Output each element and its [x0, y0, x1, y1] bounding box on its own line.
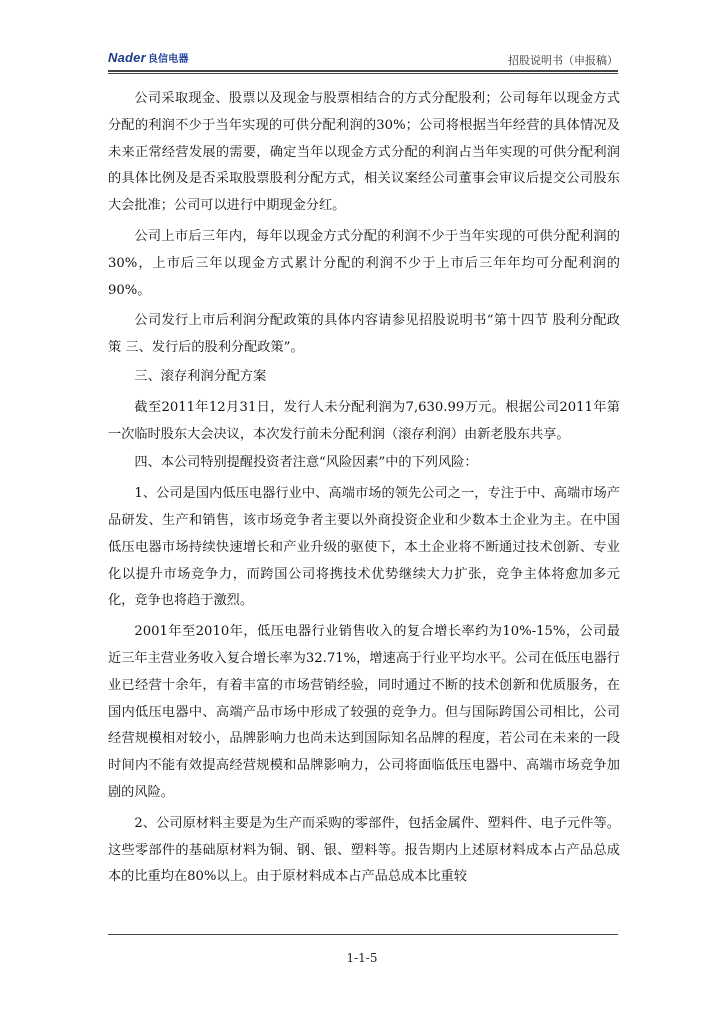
- company-logo: [108, 50, 189, 65]
- paragraph-three-year-dividend: 公司上市后三年内，每年以现金方式分配的利润不少于当年实现的可供分配利润的30%，上市后三年以现金方式累计分配的利润不少于上市后三年年均可分配利润的90%。: [108, 228, 620, 298]
- paragraph-retained-profit: 截至2011年12月31日，发行人未分配利润为7,630.99万元。根据公司2011年第一次临时股东大会决议，本次发行前未分配利润（滚存利润）由新老股东共享。: [108, 399, 620, 442]
- paragraph-risk-raw-materials: 2、公司原材料主要是为生产而采购的零部件，包括金属件、塑料件、电子元件等。这些零部件的基础原材料为铜、钢、银、塑料等。报告期内上述原材料成本占产品总成本的比重均在80%以上。由于原材料成本占产品总成本比重较: [108, 815, 620, 885]
- document-body: [108, 86, 620, 891]
- paragraph-risk-competition: 1、公司是国内低压电器行业中、高端市场的领先公司之一，专注于中、高端市场产品研发、生产和销售，该市场竞争者主要以外商投资企业和少数本土企业为主。在中国低压电器市场持续快速增长和产业升级的驱使下，本土企业将不断通过技术创新、专业化以提升市场竞争力，而跨国公司将携技术优势继续大力扩张，竞争主体将愈加多元化，竞争也将趋于激烈。: [108, 486, 620, 609]
- logo-brand: Nader: [108, 50, 146, 65]
- paragraph-policy-reference: 公司发行上市后利润分配政策的具体内容请参见招股说明书“第十四节 股利分配政策 三、发行后的股利分配政策”。: [108, 313, 620, 356]
- document-title: 招股说明书（申报稿）: [508, 54, 618, 67]
- page-header: [108, 50, 618, 70]
- footer-divider: [108, 934, 618, 935]
- section-heading-risk-notice: 四、本公司特别提醒投资者注意“风险因素”中的下列风险：: [134, 455, 478, 471]
- page-number: 1-1-5: [346, 951, 378, 965]
- section-heading-retained-profit: 三、滚存利润分配方案: [134, 368, 267, 384]
- paragraph-market-growth: 2001年至2010年，低压电器行业销售收入的复合增长率约为10%-15%，公司最近三年主营业务收入复合增长率为32.71%，增速高于行业平均水平。公司在低压电器行业已经营十余年，有着丰富的市场营销经验，同时通过不断的技术创新和优质服务，在国内低压电器中、高端产品市场中形成了较强的竞争力。但与国际跨国公司相比，公司经营规模相对较小，品牌影响力也尚未达到国际知名品牌的程度，若公司在未来的一段时间内不能有效提高经营规模和品牌影响力，公司将面临低压电器中、高端市场竞争加剧的风险。: [108, 624, 620, 800]
- header-divider: [108, 70, 618, 72]
- paragraph-dividend-method: 公司采取现金、股票以及现金与股票相结合的方式分配股利；公司每年以现金方式分配的利润不少于当年实现的可供分配利润的30%；公司将根据当年经营的具体情况及未来正常经营发展的需要，确定当年以现金方式分配的利润占当年实现的可供分配利润的具体比例及是否采取股票股利分配方式，相关议案经公司董事会审议后提交公司股东大会批准；公司可以进行中期现金分红。: [108, 91, 620, 214]
- logo-chinese-name: 良信电器: [147, 54, 189, 65]
- header-divider-thin: [108, 73, 618, 74]
